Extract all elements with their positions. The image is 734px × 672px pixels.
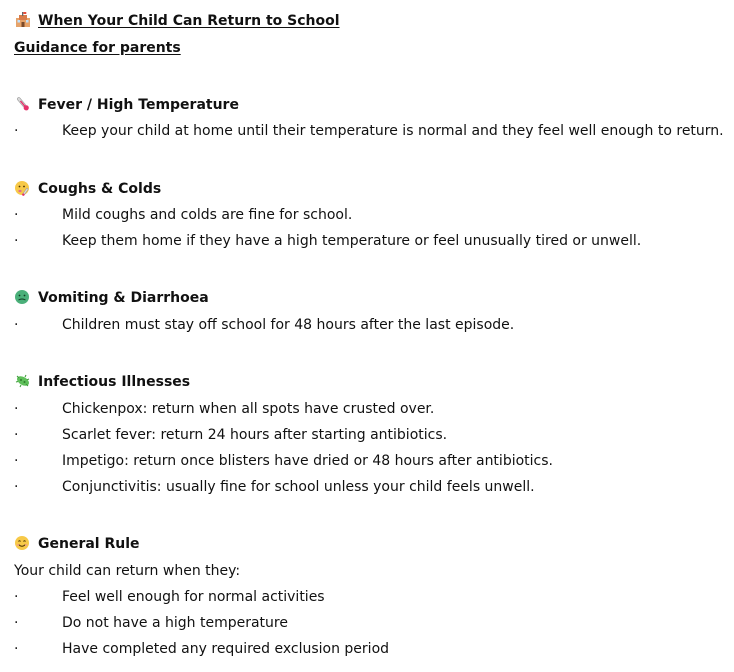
section-heading-text: General Rule [38, 536, 140, 552]
list-item-text: Feel well enough for normal activities [62, 589, 325, 605]
section-heading-text: Vomiting & Diarrhoea [38, 290, 209, 306]
bullet: · [14, 589, 19, 605]
thermometer-icon [14, 96, 32, 112]
bullet: · [14, 479, 19, 495]
section-heading-text: Fever / High Temperature [38, 97, 239, 113]
list-item-text: Have completed any required exclusion period [62, 641, 390, 657]
page-subtitle: Guidance for parents [14, 40, 181, 56]
section-heading-infectious [14, 372, 190, 392]
bullet: · [14, 427, 19, 443]
section-heading-text: Infectious Illnesses [38, 374, 191, 390]
general-rule-intro: Your child can return when they: [14, 563, 241, 579]
bullet: · [14, 233, 19, 249]
list-item-text: Keep your child at home until their temperature is normal and they feel well enough to return. [62, 123, 724, 139]
face-with-thermometer-icon [14, 180, 32, 196]
section-heading-text: Coughs & Colds [38, 181, 162, 197]
section-heading-vomiting [14, 288, 209, 308]
smiling-face-icon [14, 535, 32, 551]
section-heading-general-rule [14, 534, 140, 554]
microbe-icon [14, 373, 32, 389]
bullet: · [14, 641, 19, 657]
list-item-text: Scarlet fever: return 24 hours after starting antibiotics. [62, 427, 448, 443]
school-icon [14, 12, 32, 28]
bullet: · [14, 453, 19, 469]
bullet: · [14, 401, 19, 417]
page-title [14, 11, 340, 31]
nauseated-face-icon [14, 289, 32, 305]
section-heading-coughs [14, 179, 161, 199]
bullet: · [14, 207, 19, 223]
list-item-text: Conjunctivitis: usually fine for school unless your child feels unwell. [62, 479, 535, 495]
title-text: When Your Child Can Return to School [38, 13, 340, 29]
list-item-text: Do not have a high temperature [62, 615, 288, 631]
section-heading-fever [14, 95, 239, 115]
bullet: · [14, 317, 19, 333]
bullet: · [14, 123, 19, 139]
list-item-text: Keep them home if they have a high temperature or feel unusually tired or unwell. [62, 233, 642, 249]
list-item-text: Chickenpox: return when all spots have crusted over. [62, 401, 435, 417]
bullet: · [14, 615, 19, 631]
list-item-text: Mild coughs and colds are fine for school. [62, 207, 353, 223]
list-item-text: Impetigo: return once blisters have dried or 48 hours after antibiotics. [62, 453, 553, 469]
list-item-text: Children must stay off school for 48 hours after the last episode. [62, 317, 515, 333]
